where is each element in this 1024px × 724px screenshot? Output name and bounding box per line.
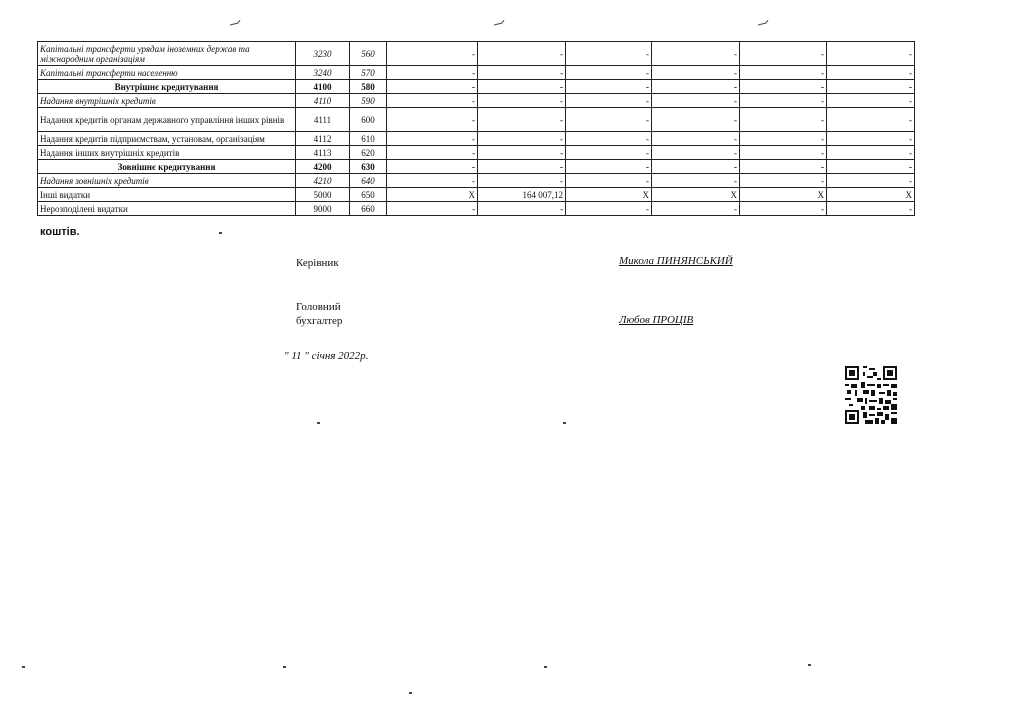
cell-kekv: 4110 — [296, 94, 350, 108]
cell-value: - — [566, 42, 652, 66]
accountant-label-line2: бухгалтер — [296, 315, 343, 327]
cell-value: - — [827, 108, 915, 132]
accountant-label-line1: Головний — [296, 301, 341, 313]
cell-name: Інші видатки — [38, 188, 296, 202]
cell-name: Внутрішнє кредитування — [38, 80, 296, 94]
table-row — [38, 146, 915, 160]
cell-value: - — [652, 108, 740, 132]
cell-value: - — [478, 42, 566, 66]
cell-value: - — [652, 42, 740, 66]
cell-value: - — [740, 132, 827, 146]
scan-speck — [563, 422, 566, 424]
cell-line-code: 610 — [350, 132, 387, 146]
table-row — [38, 94, 915, 108]
cell-value: - — [387, 160, 478, 174]
cell-value: X — [387, 188, 478, 202]
cell-line-code: 650 — [350, 188, 387, 202]
cell-value: X — [740, 188, 827, 202]
cell-value: X — [566, 188, 652, 202]
scan-mark-icon — [494, 20, 506, 26]
cell-value: - — [478, 132, 566, 146]
cell-value: - — [740, 108, 827, 132]
table-row — [38, 80, 915, 94]
table-row — [38, 42, 915, 66]
cell-kekv: 3230 — [296, 42, 350, 66]
cell-name: Надання внутрішніх кредитів — [38, 94, 296, 108]
scan-speck — [22, 666, 25, 668]
scan-speck — [219, 232, 222, 234]
cell-line-code: 600 — [350, 108, 387, 132]
cell-value: - — [387, 108, 478, 132]
cell-kekv: 4200 — [296, 160, 350, 174]
cell-value: - — [566, 174, 652, 188]
cell-value: - — [740, 94, 827, 108]
cell-line-code: 560 — [350, 42, 387, 66]
cell-value: - — [566, 202, 652, 216]
cell-value: - — [387, 132, 478, 146]
cell-value: 164 007,12 — [478, 188, 566, 202]
scan-speck — [544, 666, 547, 668]
cell-value: - — [827, 80, 915, 94]
cell-kekv: 4113 — [296, 146, 350, 160]
cell-value: - — [652, 160, 740, 174]
cell-value: - — [566, 146, 652, 160]
expenditure-table-body — [38, 42, 915, 216]
cell-value: - — [387, 66, 478, 80]
cell-kekv: 3240 — [296, 66, 350, 80]
cell-kekv: 4100 — [296, 80, 350, 94]
cell-value: - — [478, 160, 566, 174]
cell-name: Нерозподілені видатки — [38, 202, 296, 216]
table-row — [38, 160, 915, 174]
cell-value: - — [740, 42, 827, 66]
cell-value: - — [478, 174, 566, 188]
cell-value: - — [740, 80, 827, 94]
scan-speck — [283, 666, 286, 668]
cell-value: - — [478, 202, 566, 216]
cell-name: Капітальні трансферти населенню — [38, 66, 296, 80]
cell-kekv: 4111 — [296, 108, 350, 132]
cell-value: - — [387, 80, 478, 94]
cell-value: - — [740, 174, 827, 188]
cell-value: - — [478, 80, 566, 94]
cell-value: - — [387, 146, 478, 160]
cell-value: - — [740, 202, 827, 216]
head-label: Керівник — [296, 257, 339, 269]
cell-kekv: 4210 — [296, 174, 350, 188]
cell-value: - — [827, 42, 915, 66]
cell-value: - — [566, 66, 652, 80]
cell-kekv: 4112 — [296, 132, 350, 146]
cell-value: - — [740, 160, 827, 174]
cell-value: - — [652, 174, 740, 188]
cell-value: - — [387, 94, 478, 108]
cell-line-code: 570 — [350, 66, 387, 80]
cell-value: - — [478, 146, 566, 160]
cell-value: - — [566, 160, 652, 174]
scan-mark-icon — [758, 20, 770, 26]
cell-value: - — [740, 146, 827, 160]
table-row — [38, 108, 915, 132]
cell-value: - — [387, 202, 478, 216]
cell-value: - — [478, 66, 566, 80]
cell-value: - — [652, 66, 740, 80]
expenditure-table — [37, 41, 915, 216]
cell-value: - — [740, 66, 827, 80]
cell-value: - — [566, 108, 652, 132]
accountant-label — [296, 300, 342, 328]
cell-value: - — [566, 132, 652, 146]
cell-kekv: 5000 — [296, 188, 350, 202]
cell-name: Надання інших внутрішніх кредитів — [38, 146, 296, 160]
cell-value: X — [652, 188, 740, 202]
cell-line-code: 630 — [350, 160, 387, 174]
cell-value: - — [652, 94, 740, 108]
scan-speck — [317, 422, 320, 424]
cell-value: - — [827, 174, 915, 188]
cell-name: Надання кредитів підприємствам, установам, організаціям — [38, 132, 296, 146]
accountant-name: Любов ПРОЦІВ — [619, 314, 694, 326]
cell-name: Надання кредитів органам державного управління інших рівнів — [38, 108, 296, 132]
cell-line-code: 580 — [350, 80, 387, 94]
cell-value: - — [827, 132, 915, 146]
cell-value: - — [827, 202, 915, 216]
cell-line-code: 590 — [350, 94, 387, 108]
cell-value: - — [827, 66, 915, 80]
scan-mark-icon — [230, 20, 242, 26]
document-date: " 11 " січня 2022р. — [284, 350, 369, 362]
cell-name: Надання зовнішніх кредитів — [38, 174, 296, 188]
cell-value: - — [478, 94, 566, 108]
table-row — [38, 202, 915, 216]
table-row — [38, 188, 915, 202]
scan-speck — [808, 664, 811, 666]
cell-value: - — [566, 80, 652, 94]
table-row — [38, 132, 915, 146]
cell-value: - — [652, 146, 740, 160]
cell-name: Капітальні трансферти урядам іноземних держав та міжнародним організаціям — [38, 42, 296, 66]
cell-line-code: 640 — [350, 174, 387, 188]
cell-value: - — [652, 132, 740, 146]
cell-value: - — [478, 108, 566, 132]
cell-line-code: 620 — [350, 146, 387, 160]
cell-kekv: 9000 — [296, 202, 350, 216]
cell-line-code: 660 — [350, 202, 387, 216]
cell-value: X — [827, 188, 915, 202]
head-name: Микола ПИНЯНСЬКИЙ — [619, 255, 733, 267]
cell-value: - — [652, 80, 740, 94]
note-text: коштів. — [40, 226, 80, 238]
table-row — [38, 66, 915, 80]
cell-value: - — [387, 174, 478, 188]
table-row — [38, 174, 915, 188]
cell-value: - — [652, 202, 740, 216]
cell-name: Зовнішнє кредитування — [38, 160, 296, 174]
cell-value: - — [827, 160, 915, 174]
cell-value: - — [827, 94, 915, 108]
scan-speck — [409, 692, 412, 694]
cell-value: - — [827, 146, 915, 160]
cell-value: - — [387, 42, 478, 66]
cell-value: - — [566, 94, 652, 108]
qr-code-icon — [845, 366, 897, 424]
